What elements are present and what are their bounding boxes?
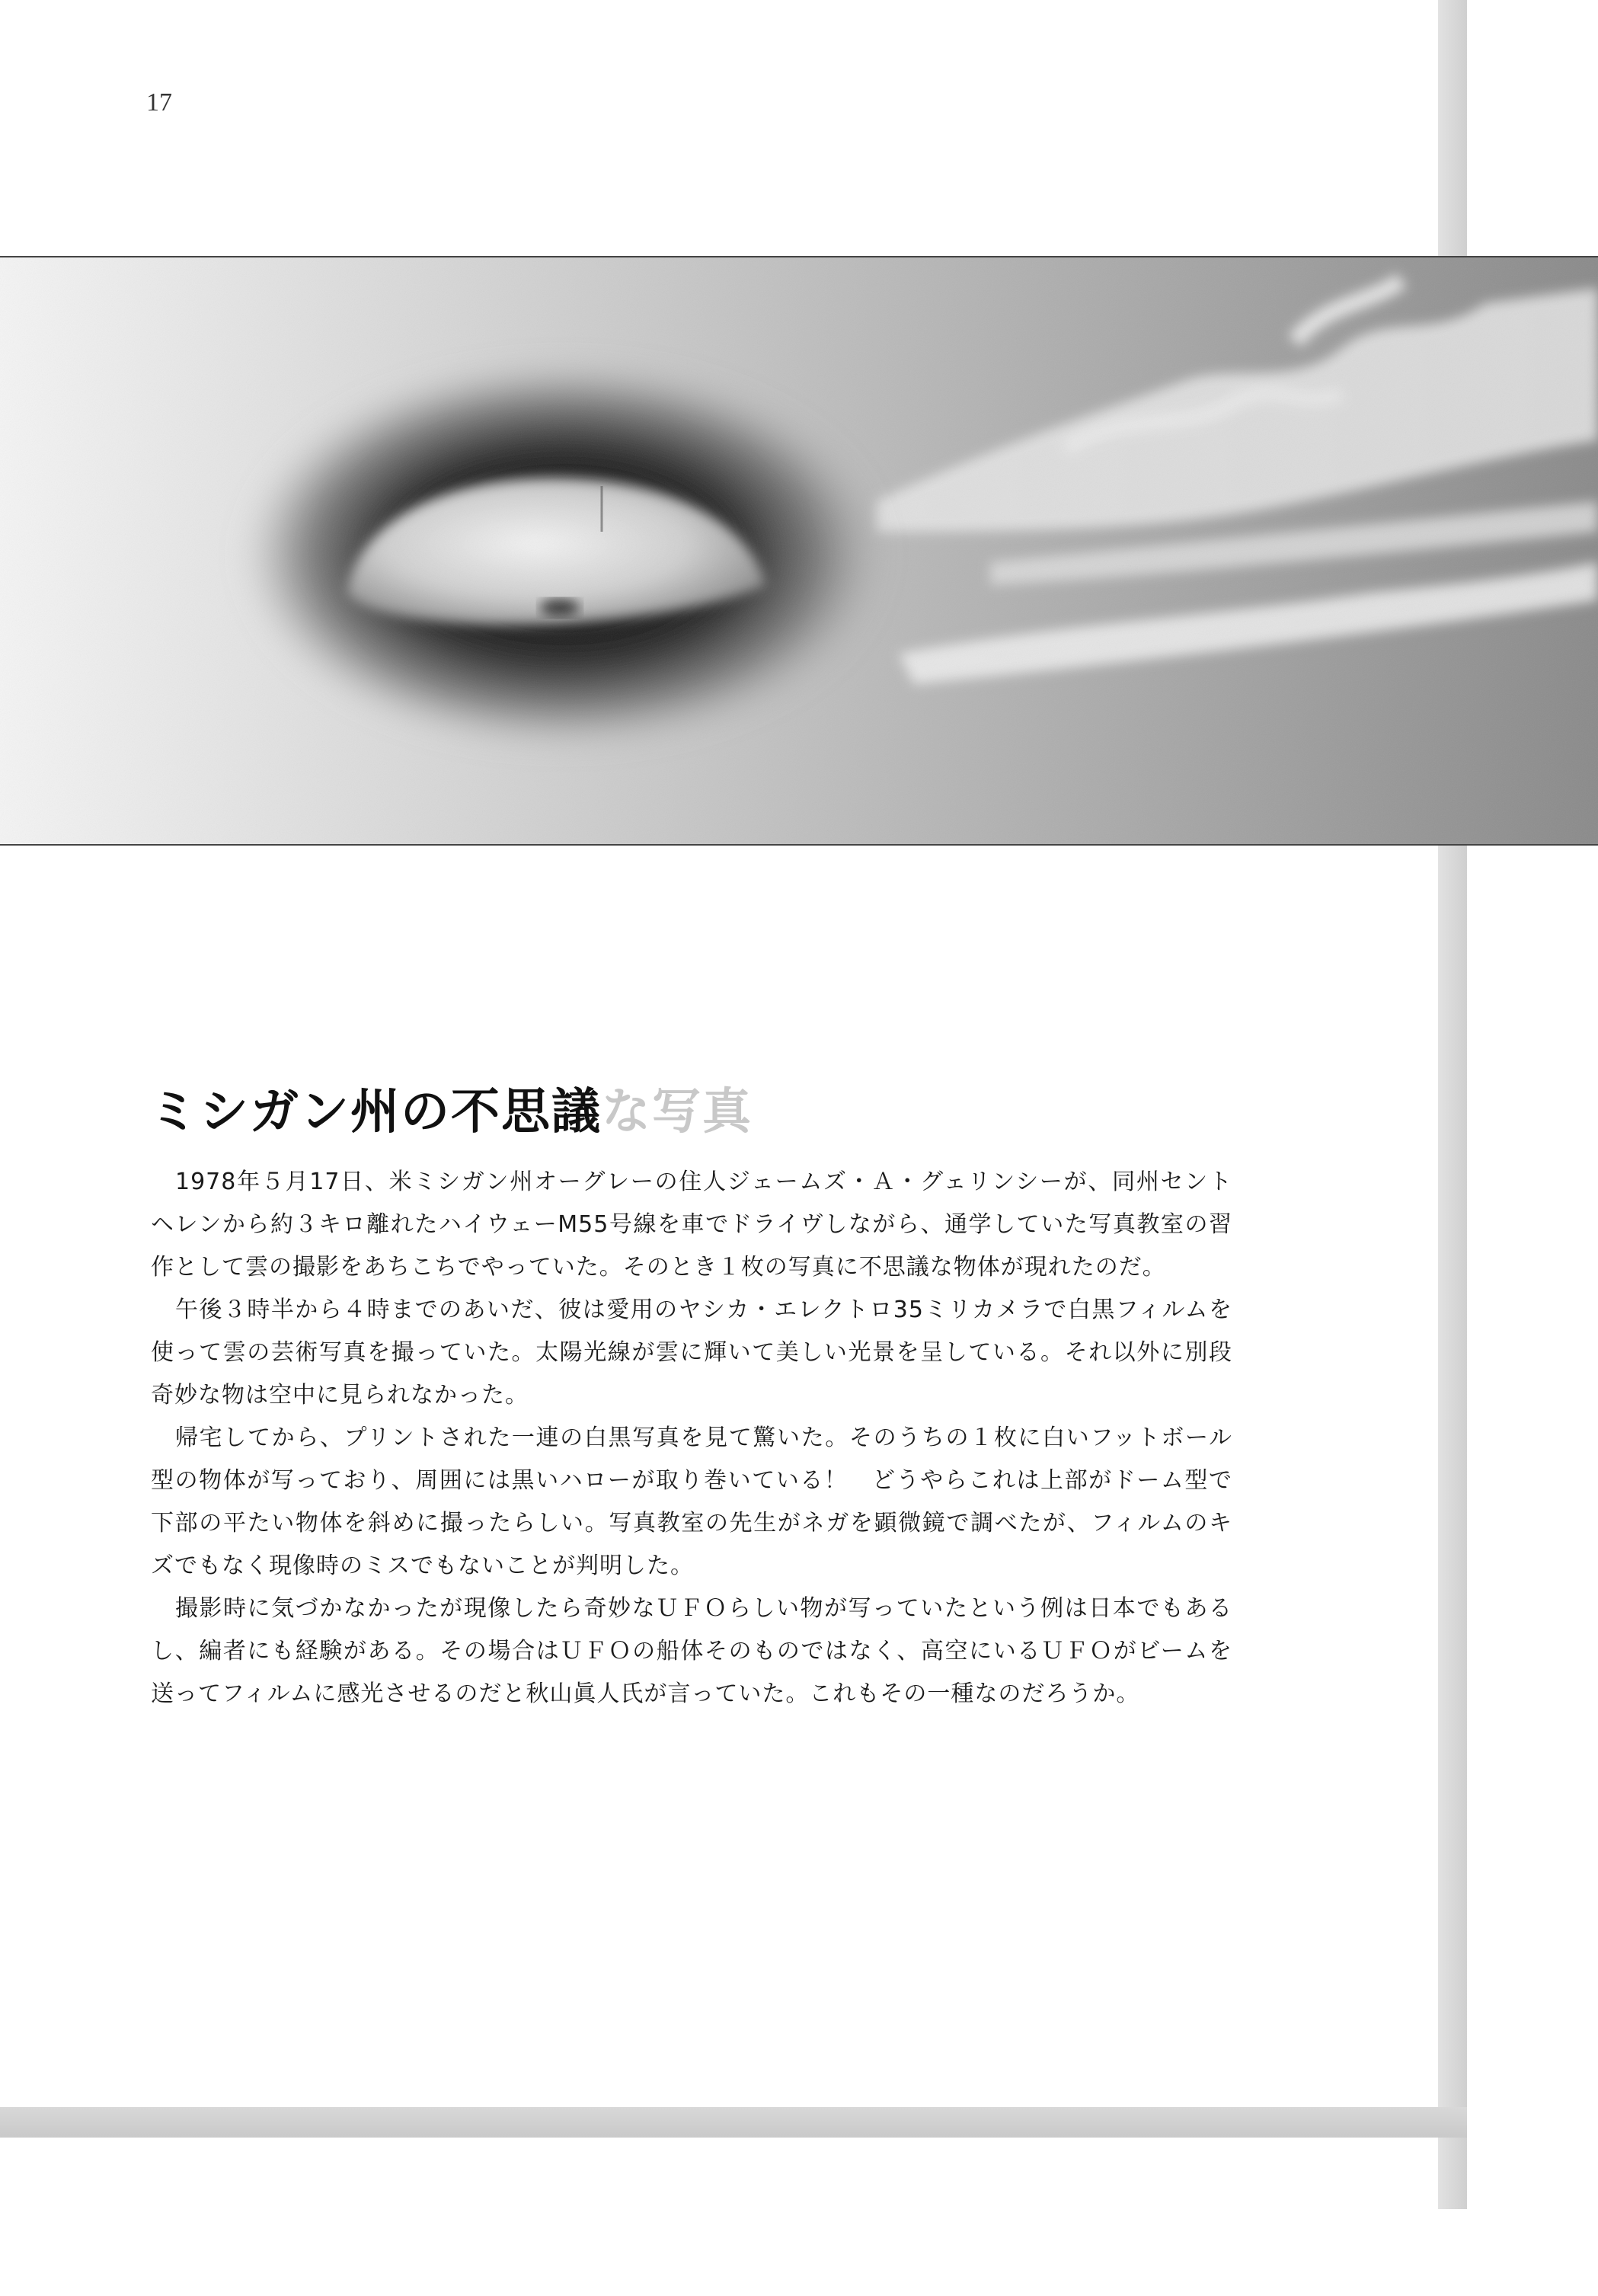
paragraph: 午後３時半から４時までのあいだ、彼は愛用のヤシカ・エレクトロ35ミリカメラで白黒フィルムを使って雲の芸術写真を撮っていた。太陽光線が雲に輝いて美しい光景を呈している。それ以外に別段奇妙な物は空中に見られなかった。 xyxy=(151,1297,1232,1409)
ufo-photo xyxy=(0,256,1598,846)
paragraph: 帰宅してから、プリントされた一連の白黒写真を見て驚いた。そのうちの１枚に白いフットボール型の物体が写っており、周囲には黒いハローが取り巻いている！ どうやらこれは上部がドーム型で下部の平たい物体を斜めに撮ったらしい。写真教室の先生がネガを顕微鏡で調べたが、フィルムのキズでもなく現像時のミスでもないことが判明した。 xyxy=(151,1425,1232,1579)
article-body xyxy=(151,1161,1232,1716)
title-faded: な写真 xyxy=(602,1084,753,1140)
page-number: 17 xyxy=(146,88,172,117)
paragraph: 1978年５月17日、米ミシガン州オーグレーの住人ジェームズ・Ａ・グェリンシーが、同州セントヘレンから約３キロ離れたハイウェーM55号線を車でドライヴしながら、通学していた写真教室の習作として雲の撮影をあちこちでやっていた。そのとき１枚の写真に不思議な物体が現れたのだ。 xyxy=(151,1169,1232,1281)
bottom-margin-shade xyxy=(0,2107,1467,2138)
article-title xyxy=(149,1073,753,1143)
paragraph: 撮影時に気づかなかったが現像したら奇妙なＵＦＯらしい物が写っていたという例は日本でもあるし、編者にも経験がある。その場合はＵＦＯの船体そのものではなく、高空にいるＵＦＯがビームを送ってフィルムに感光させるのだと秋山眞人氏が言っていた。これもその一種なのだろうか。 xyxy=(151,1595,1232,1707)
title-main: ミシガン州の不思議 xyxy=(149,1084,602,1140)
